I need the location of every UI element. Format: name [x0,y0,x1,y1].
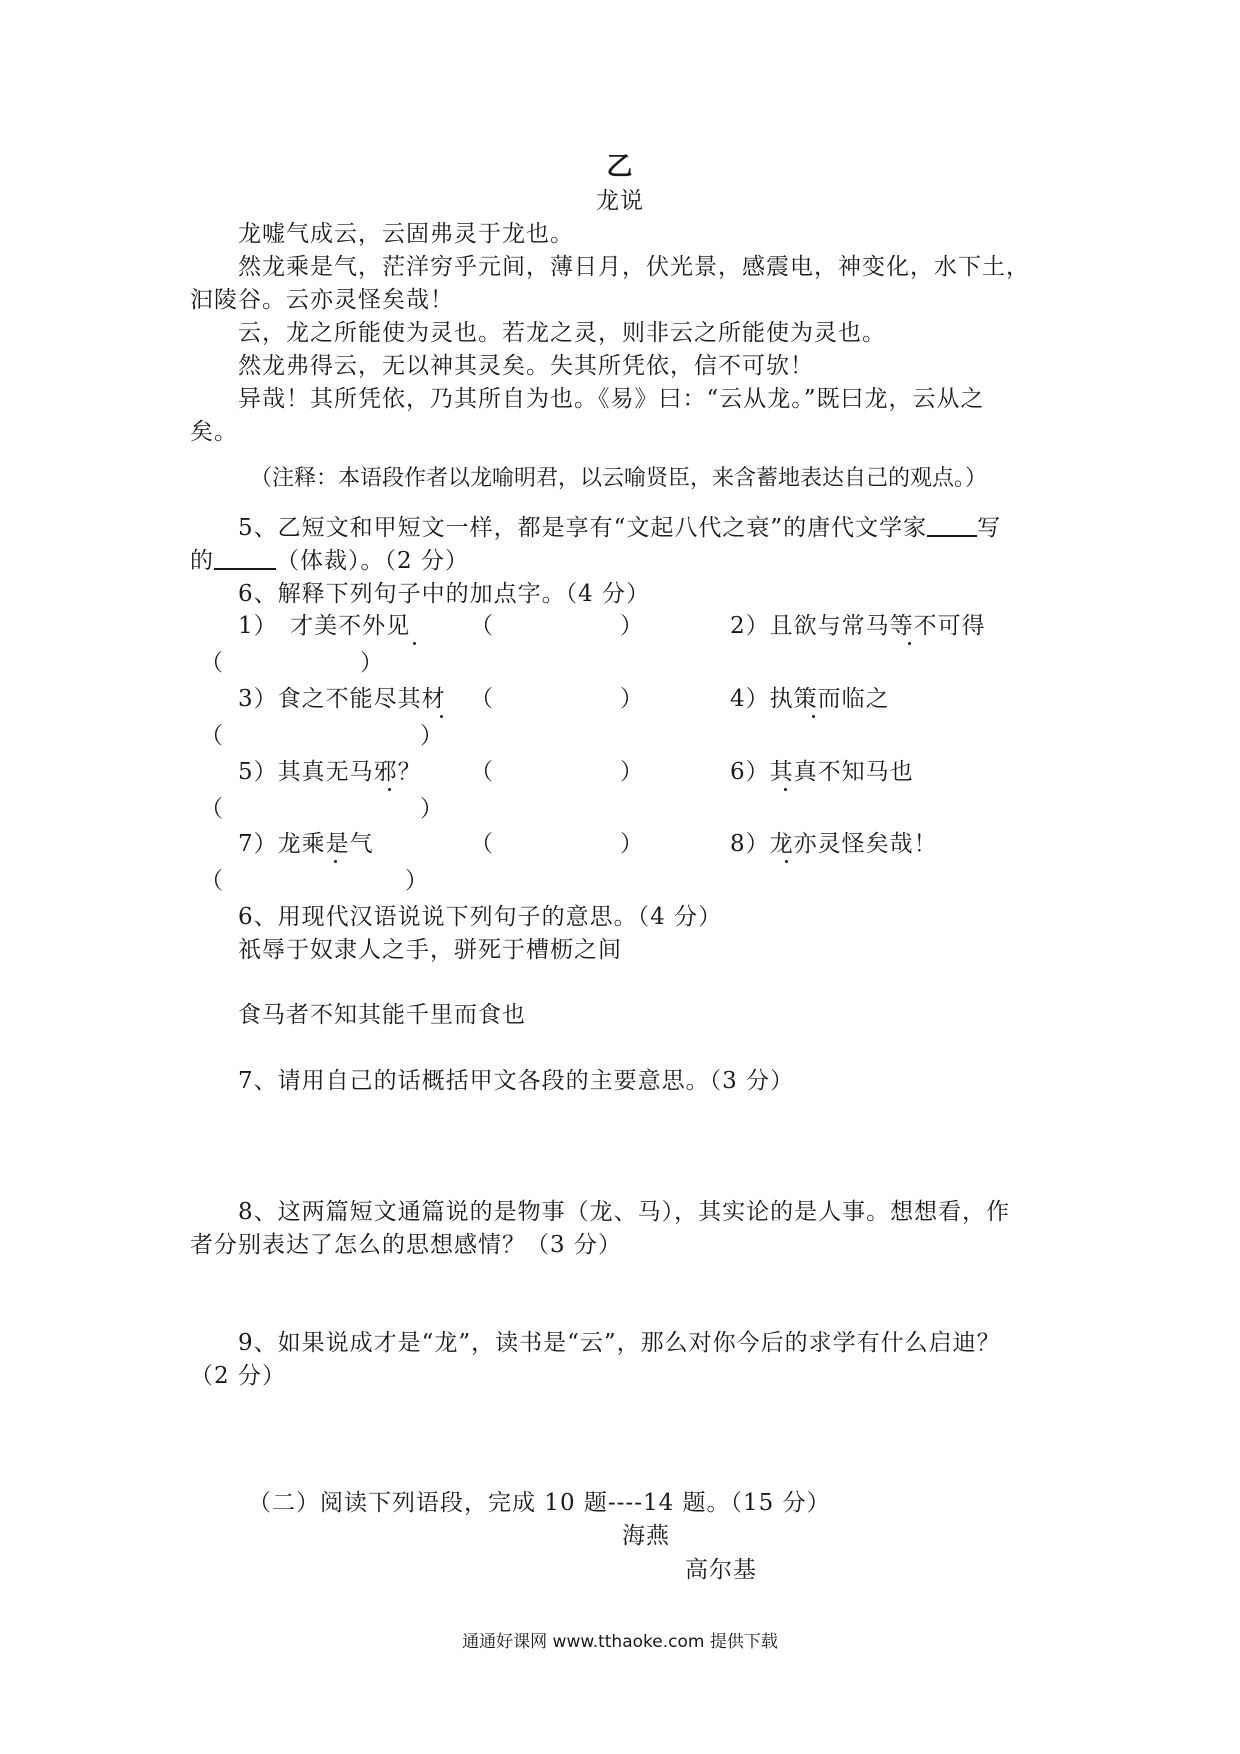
question-5-line-2 [190,546,469,576]
question-5-text-2: 的 [190,548,214,574]
item-1-paren-close: ） [620,613,644,639]
passage-paragraph-1: 龙嘘气成云，云固弗灵于龙也。 [238,221,574,247]
item-4-sentence: 4）执策而临之 [730,686,890,712]
question-5-text-end: 写 [977,515,1002,541]
question-6b-sentence-2: 食马者不知其能千里而食也 [238,1002,526,1028]
passage-label: 乙 [606,152,634,182]
emphasis-dot [785,860,788,863]
item-6-paren-close: ） [420,796,444,822]
emphasis-dot [784,788,787,791]
question-5-line-1 [238,513,1001,543]
emphasis-dot [440,715,443,718]
item-5-paren-open: （ [470,759,494,785]
question-6b-title: 6、用现代汉语说说下列句子的意思。（4 分） [238,904,723,930]
item-2-sentence: 2）且欲与常马等不可得 [730,613,986,639]
section-2-author: 高尔基 [685,1557,757,1583]
item-1-paren-open: （ [470,613,494,639]
item-3-paren-open: （ [470,686,494,712]
emphasis-dot [388,788,391,791]
item-8-paren-open: （ [200,868,224,894]
page-footer: 通通好课网 www.tthaoke.com 提供下载 [462,1632,778,1652]
item-6-sentence: 6）其真不知马也 [730,759,914,785]
item-3-sentence: 3）食之不能尽其材 [238,686,446,712]
passage-paragraph-5-line-2: 矣。 [190,419,238,445]
item-6-paren-open: （ [200,796,224,822]
passage-paragraph-2-line-2: 汩陵谷。云亦灵怪矣哉！ [190,287,454,313]
item-3-paren-close: ） [620,686,644,712]
emphasis-dot [908,642,911,645]
section-2-title: 海燕 [622,1523,670,1549]
item-7-paren-close: ） [620,831,644,857]
passage-paragraph-4: 然龙弗得云，无以神其灵矣。失其所凭依，信不可欤！ [238,353,814,379]
answer-blank-author[interactable] [927,513,977,537]
item-1-sentence: 1） 才美不外见 [238,613,411,639]
item-4-paren-close: ） [420,723,444,749]
passage-annotation: （注释：本语段作者以龙喻明君，以云喻贤臣，来含蓄地表达自己的观点。） [250,466,988,491]
item-5-sentence: 5）其真无马邪？ [238,759,422,785]
emphasis-dot [334,860,337,863]
item-8-sentence: 8）龙亦灵怪矣哉！ [730,831,938,857]
question-6-title: 6、解释下列句子中的加点字。（4 分） [238,581,651,607]
item-2-paren-open: （ [200,650,224,676]
passage-paragraph-3: 云，龙之所能使为灵也。若龙之灵，则非云之所能使为灵也。 [238,320,886,346]
emphasis-dot [413,642,416,645]
passage-paragraph-2-line-1: 然龙乘是气，茫洋穷乎元间，薄日月，伏光景，感震电，神变化，水下土， [238,254,1030,280]
item-2-paren-close: ） [360,650,384,676]
item-8-paren-close: ） [405,868,429,894]
question-8-line-1: 8、这两篇短文通篇说的是物事（龙、马），其实论的是人事。想想看，作 [238,1199,1011,1225]
question-9-line-1: 9、如果说成才是“龙”，读书是“云”，那么对你今后的求学有什么启迪？ [238,1330,1001,1356]
question-9-line-2: （2 分） [190,1363,286,1389]
item-5-paren-close: ） [620,759,644,785]
item-7-sentence: 7）龙乘是气 [238,831,374,857]
question-5-text: 5、乙短文和甲短文一样，都是享有“文起八代之衰”的唐代文学家 [238,515,928,541]
passage-paragraph-5-line-1: 异哉！其所凭依，乃其所自为也。《易》曰：“云从龙。”既曰龙，云从之 [238,386,985,412]
answer-blank-genre[interactable] [214,546,276,570]
question-8-line-2: 者分别表达了怎么的思想感情？（3 分） [190,1232,622,1258]
question-7: 7、请用自己的话概括甲文各段的主要意思。（3 分） [238,1068,795,1094]
item-7-paren-open: （ [470,831,494,857]
item-4-paren-open: （ [200,723,224,749]
question-6b-sentence-1: 祇辱于奴隶人之手，骈死于槽枥之间 [238,937,622,963]
passage-title: 龙说 [596,188,644,214]
question-5-text-3: （体裁）。（2 分） [276,548,469,574]
emphasis-dot [812,715,815,718]
section-2-heading: （二）阅读下列语段，完成 10 题----14 题。（15 分） [248,1490,831,1516]
